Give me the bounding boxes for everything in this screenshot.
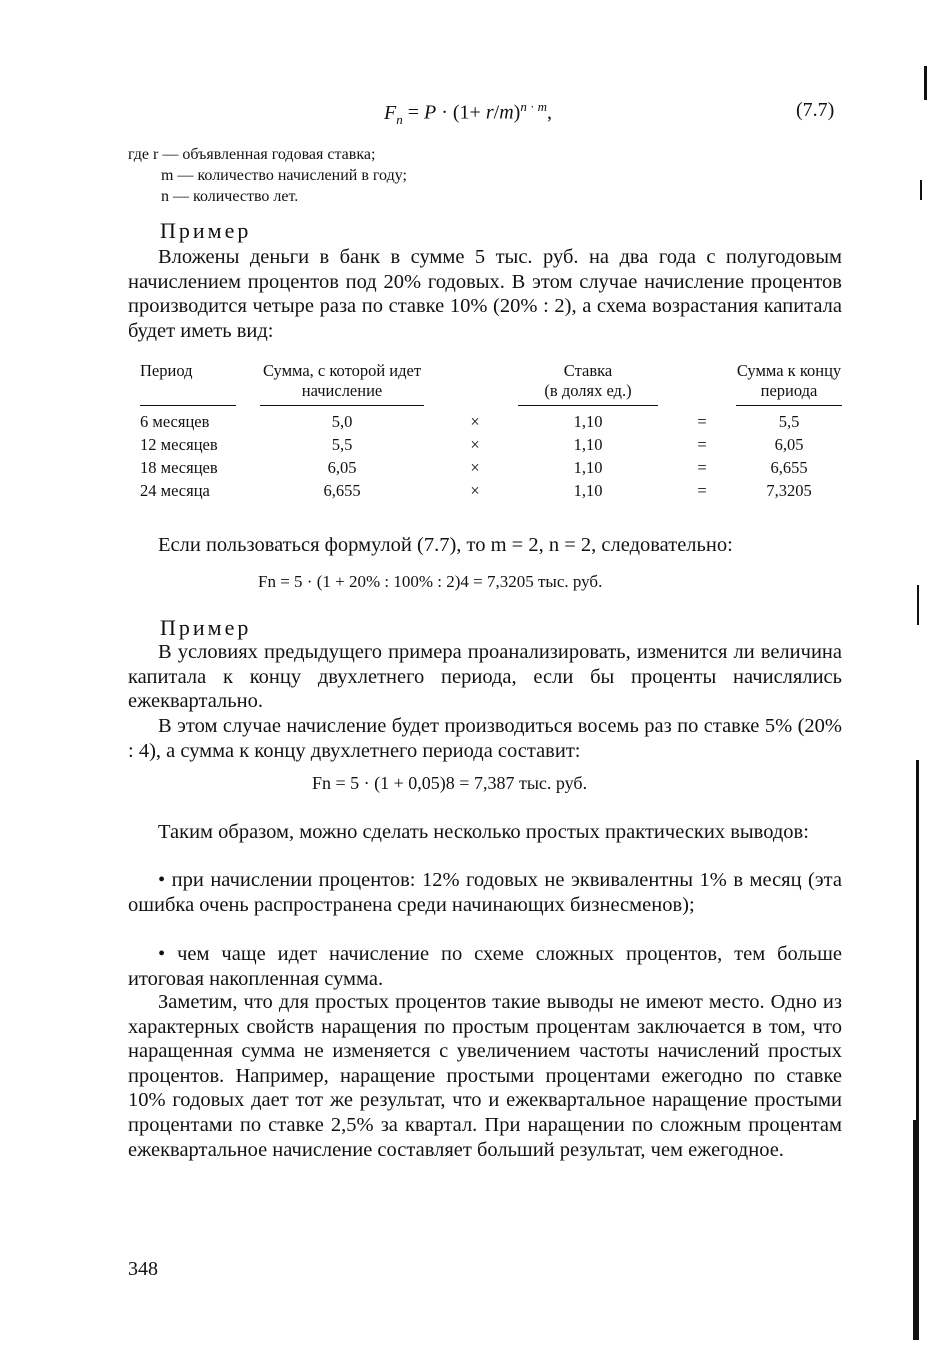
table-row: 6 месяцев 5,0 × 1,10 = 5,5	[140, 412, 800, 431]
legend-line-r: где r — объявленная годовая ставка;	[128, 146, 376, 163]
scan-edge-mark	[924, 66, 927, 100]
page-number: 348	[128, 1258, 158, 1280]
legend-line-n: n — количество лет.	[161, 188, 299, 205]
table-row: 24 месяца 6,655 × 1,10 = 7,3205	[140, 481, 812, 500]
table-header-row	[140, 361, 842, 410]
example2-text2: В этом случае начисление будет производиться восемь раз по ставке 5% (20% : 4), а сумма к концу двухлетнего периода составит:	[128, 715, 842, 762]
scan-edge-mark	[916, 760, 919, 1120]
scan-edge-mark	[917, 585, 919, 625]
table-row: 12 месяцев 5,5 × 1,10 = 6,05	[140, 435, 804, 454]
scan-edge-mark	[920, 180, 922, 200]
example2-text1: В условиях предыдущего примера проанализировать, изменится ли величина капитала к концу двухлетнего периода, если бы проценты начислялись ежеквартально.	[128, 641, 842, 713]
example-text: Вложены деньги в банк в сумме 5 тыс. руб. на два года с полугодовым начислением процентов под 20% годовых. В этом случае начисление процентов производится четыре раза по ставке 10% (20% : 2), а схема возрастания капитала будет иметь вид:	[128, 246, 842, 342]
formula-application-text: Если пользоваться формулой (7.7), то m = 2, n = 2, следовательно:	[158, 534, 733, 556]
table-row: 18 месяцев 6,05 × 1,10 = 6,655	[140, 458, 808, 477]
formula-number: (7.7)	[796, 99, 835, 121]
bullet-item-2: • чем чаще идет начисление по схеме сложных процентов, тем больше итоговая накопленная сумма.	[128, 943, 842, 990]
header-sum-end: Сумма к концу периода	[736, 361, 842, 400]
formula-7-7: $F_n = P \cdot (1+ r/m)^{n \cdot m}$,	[384, 99, 553, 127]
header-sum-start: Сумма, с которой идет начисление	[262, 361, 422, 400]
interest-schedule-table	[140, 361, 842, 502]
calculation-1: Fn = 5 · (1 + 20% : 100% : 2)4 = 7,3205 тыс. руб.	[258, 572, 603, 591]
example2-heading: Пример	[160, 615, 252, 640]
legend-line-m: m — количество начислений в году;	[161, 167, 407, 184]
header-period: Период	[140, 361, 193, 380]
calculation-2: Fn = 5 · (1 + 0,05)8 = 7,387 тыс. руб.	[312, 773, 588, 793]
header-rate: Ставка (в долях ед.)	[544, 361, 632, 400]
example-heading: Пример	[160, 218, 252, 243]
closing-note: Заметим, что для простых процентов такие выводы не имеют место. Одно из характерных свойств наращения по простым процентам заключается в том, что наращенная сумма не изменяется с увеличением частоты начислений простых процентов. Например, наращение простыми процентами ежегодно по ставке 10% годовых дает тот же результат, что и ежеквартальное наращение простыми процентами по ставке 2,5% за квартал. При наращении по сложным процентам ежеквартальное начисление составляет больший результат, чем ежегодное.	[128, 991, 842, 1161]
conclusions-intro: Таким образом, можно сделать несколько простых практических выводов:	[158, 821, 809, 843]
scan-edge-mark	[913, 1120, 919, 1340]
bullet-item-1: • при начислении процентов: 12% годовых не эквивалентны 1% в месяц (эта ошибка очень распространена среди начинающих бизнесменов);	[128, 869, 842, 916]
